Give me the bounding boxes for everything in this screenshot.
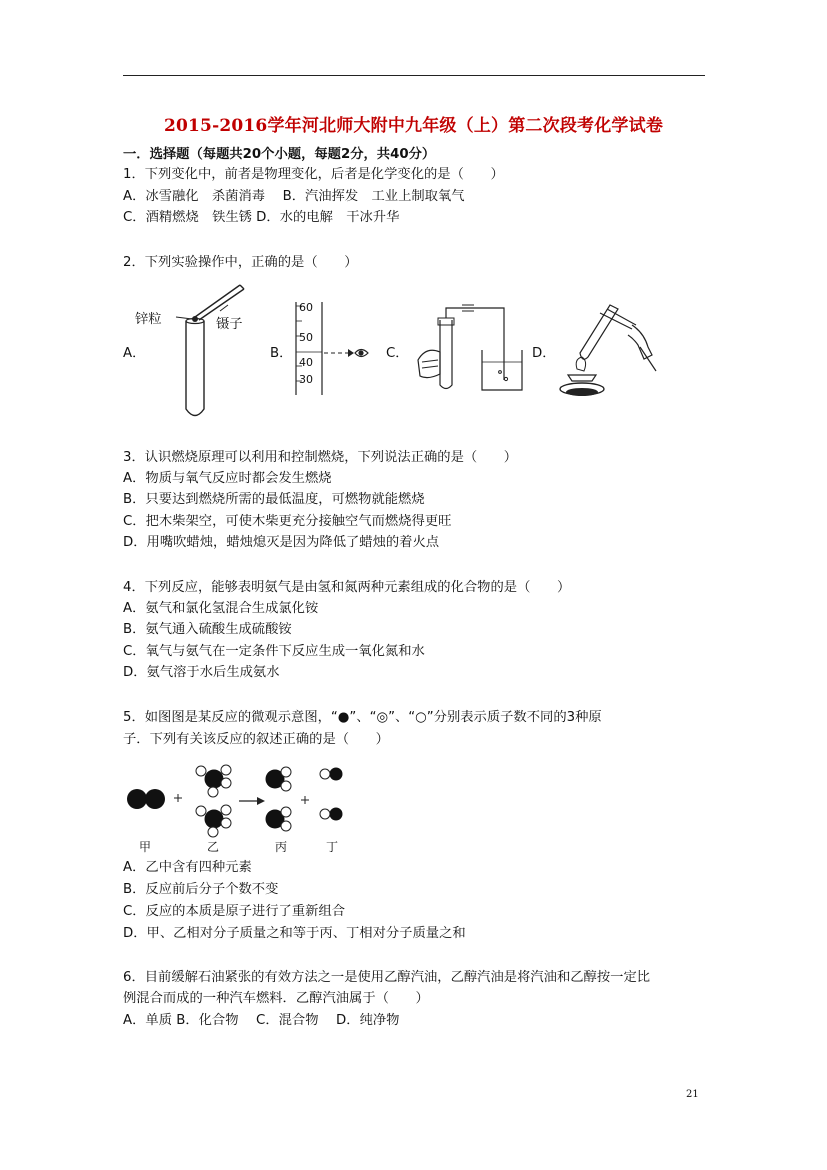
page-title: 2015-2016学年河北师大附中九年级（上）第二次段考化学试卷 — [163, 116, 664, 136]
q2-stem: 2．下列实验操作中，正确的是（ ） — [123, 255, 358, 270]
cylinder-tick-50: 50 — [299, 331, 313, 344]
q2-label-d: D． — [532, 346, 556, 361]
q5-reaction-diagram — [123, 762, 363, 854]
q2-label-b: B． — [270, 346, 293, 361]
cylinder-tick-40: 40 — [299, 356, 313, 369]
q2-label-c: C． — [386, 346, 409, 361]
q5-option-a: A．乙中含有四种元素 — [123, 860, 252, 875]
q2-figure-d-heating-test-tube — [552, 295, 662, 405]
q2-figure-b-graduated-cylinder — [288, 300, 378, 395]
q4-option-a: A．氨气和氯化氢混合生成氯化铵 — [123, 601, 319, 616]
label-ding: 丁 — [326, 840, 339, 854]
section-heading: 一．选择题（每题共20个小题，每题2分，共40分） — [123, 147, 436, 162]
header-rule — [123, 75, 705, 76]
label-bing: 丙 — [275, 840, 288, 854]
q3-option-b: B．只要达到燃烧所需的最低温度，可燃物就能燃烧 — [123, 492, 425, 507]
q4-option-d: D．氨气溶于水后生成氨水 — [123, 665, 280, 680]
cylinder-tick-30: 30 — [299, 373, 313, 386]
q5-stem-line-1: 5．如图图是某反应的微观示意图，“●”、“◎”、“○”分别表示质子数不同的3种原 — [123, 710, 602, 725]
label-yi: 乙 — [207, 840, 220, 854]
label-jia: 甲 — [139, 840, 152, 854]
q1-options-row-1: A．冰雪融化 杀菌消毒 B．汽油挥发 工业上制取氧气 — [123, 189, 465, 204]
q1-stem: 1．下列变化中，前者是物理变化，后者是化学变化的是（ ） — [123, 167, 504, 182]
q3-option-d: D．用嘴吹蜡烛，蜡烛熄灭是因为降低了蜡烛的着火点 — [123, 535, 440, 550]
q6-stem-line-2: 例混合而成的一种汽车燃料．乙醇汽油属于（ ） — [123, 991, 429, 1006]
q5-option-c: C．反应的本质是原子进行了重新组合 — [123, 904, 346, 919]
q4-stem: 4．下列反应，能够表明氨气是由氢和氮两种元素组成的化合物的是（ ） — [123, 580, 571, 595]
cylinder-tick-60: 60 — [299, 301, 313, 314]
q6-options: A．单质 B．化合物 C．混合物 D．纯净物 — [123, 1013, 400, 1028]
q2-figure-c-airtightness-check — [404, 300, 526, 395]
q1-options-row-2: C．酒精燃烧 铁生锈 D．水的电解 干冰升华 — [123, 210, 400, 225]
q4-option-c: C．氧气与氨气在一定条件下反应生成一氧化氮和水 — [123, 644, 425, 659]
q3-stem: 3．认识燃烧原理可以利用和控制燃烧，下列说法正确的是（ ） — [123, 450, 518, 465]
zinc-granule-label: 锌粒 — [135, 312, 162, 327]
q5-option-d: D．甲、乙相对分子质量之和等于丙、丁相对分子质量之和 — [123, 926, 466, 941]
tweezers-label: 镊子 — [216, 317, 243, 332]
q3-option-a: A．物质与氧气反应时都会发生燃烧 — [123, 471, 332, 486]
q2-figure-a-test-tube-tweezers — [135, 277, 255, 422]
q4-option-b: B．氨气通入硫酸生成硫酸铵 — [123, 622, 292, 637]
q5-option-b: B．反应前后分子个数不变 — [123, 882, 279, 897]
q3-option-c: C．把木柴架空，可使木柴更充分接触空气而燃烧得更旺 — [123, 514, 452, 529]
page-number: 21 — [686, 1089, 699, 1100]
q2-label-a: A． — [123, 346, 146, 361]
q5-stem-line-2: 子．下列有关该反应的叙述正确的是（ ） — [123, 732, 389, 747]
q6-stem-line-1: 6．目前缓解石油紧张的有效方法之一是使用乙醇汽油，乙醇汽油是将汽油和乙醇按一定比 — [123, 970, 651, 985]
